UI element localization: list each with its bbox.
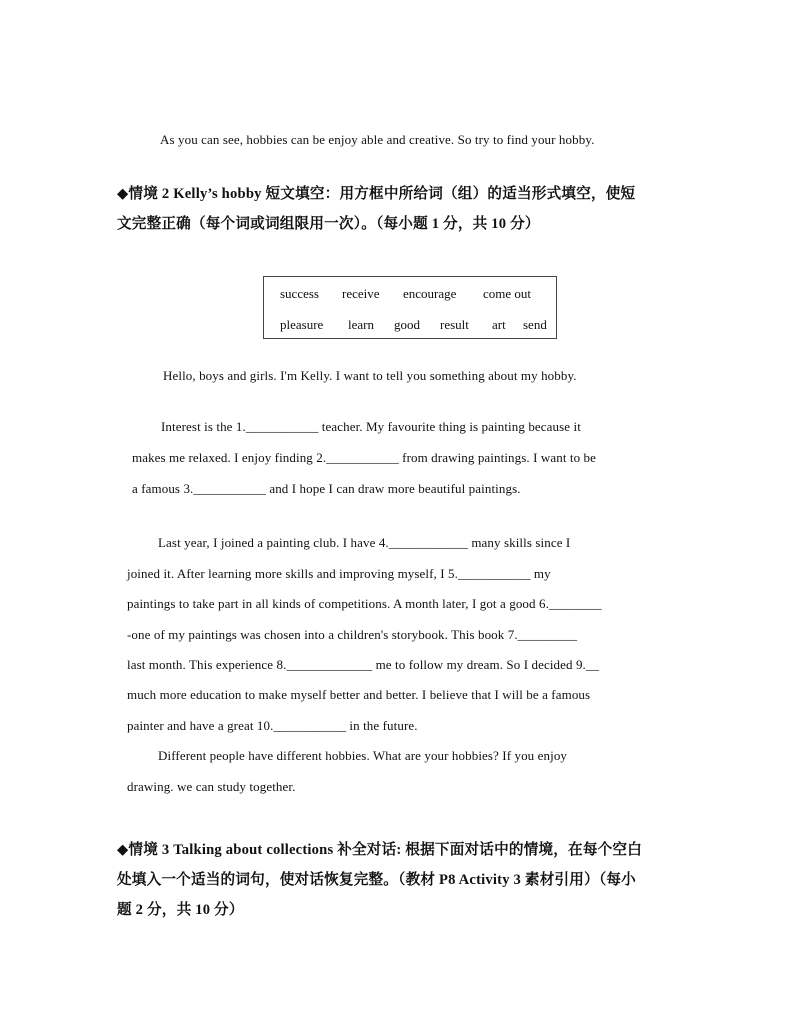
word-art: art (492, 317, 506, 332)
section-3-title: ◆情境 3 Talking about collections (117, 842, 334, 858)
section-2-heading (117, 182, 635, 203)
passage-line: makes me relaxed. I enjoy finding 2.___________ from drawing paintings. I want to be (132, 450, 597, 465)
word-good: good (394, 317, 420, 332)
word-pleasure: pleasure (280, 317, 324, 332)
word-box (263, 276, 557, 339)
passage-line: paintings to take part in all kinds of competitions. A month later, I got a good 6.________ (127, 596, 602, 611)
section-3-instructions: 补全对话: 根据下面对话中的情境，在每个空白 (333, 842, 643, 858)
passage-line: Different people have different hobbies. What are your hobbies? If you enjoy (158, 748, 568, 763)
section-2-instructions: 短文填空：用方框中所给词（组）的适当形式填空，使短 (261, 186, 636, 202)
passage-line: drawing. we can study together. (127, 779, 296, 794)
section-3-heading-line3: 题 2 分，共 10 分） (117, 902, 244, 918)
passage-line: joined it. After learning more skills and improving myself, I 5.___________ my (127, 566, 551, 581)
passage-line: Hello, boys and girls. I'm Kelly. I want to tell you something about my hobby. (163, 368, 577, 383)
word-success: success (280, 286, 319, 301)
passage-line: much more education to make myself better and better. I believe that I will be a famous (127, 687, 591, 702)
word-encourage: encourage (403, 286, 457, 301)
word-result: result (440, 317, 469, 332)
passage-line: Last year, I joined a painting club. I have 4.____________ many skills since I (158, 535, 571, 550)
word-learn: learn (348, 317, 374, 332)
section-2-title: ◆情境 2 Kelly’s hobby (117, 186, 262, 202)
intro-line: As you can see, hobbies can be enjoy able and creative. So try to find your hobby. (160, 132, 595, 147)
passage-line: -one of my paintings was chosen into a children's storybook. This book 7._________ (127, 627, 578, 642)
section-2-heading-line2: 文完整正确（每个词或词组限用一次）。（每小题 1 分，共 10 分） (117, 216, 540, 232)
passage-line: painter and have a great 10.___________ in the future. (127, 718, 418, 733)
word-come-out: come out (483, 286, 532, 301)
section-3-heading (117, 838, 642, 859)
section-3-heading-line2: 处填入一个适当的词句，使对话恢复完整。（教材 P8 Activity 3 素材引用）（每小 (117, 872, 636, 888)
passage-line: Interest is the 1.___________ teacher. My favourite thing is painting because it (161, 419, 581, 434)
passage-line: last month. This experience 8._____________ me to follow my dream. So I decided 9.__ (127, 657, 600, 672)
passage-line: a famous 3.___________ and I hope I can draw more beautiful paintings. (132, 481, 521, 496)
word-send: send (523, 317, 547, 332)
word-receive: receive (342, 286, 380, 301)
